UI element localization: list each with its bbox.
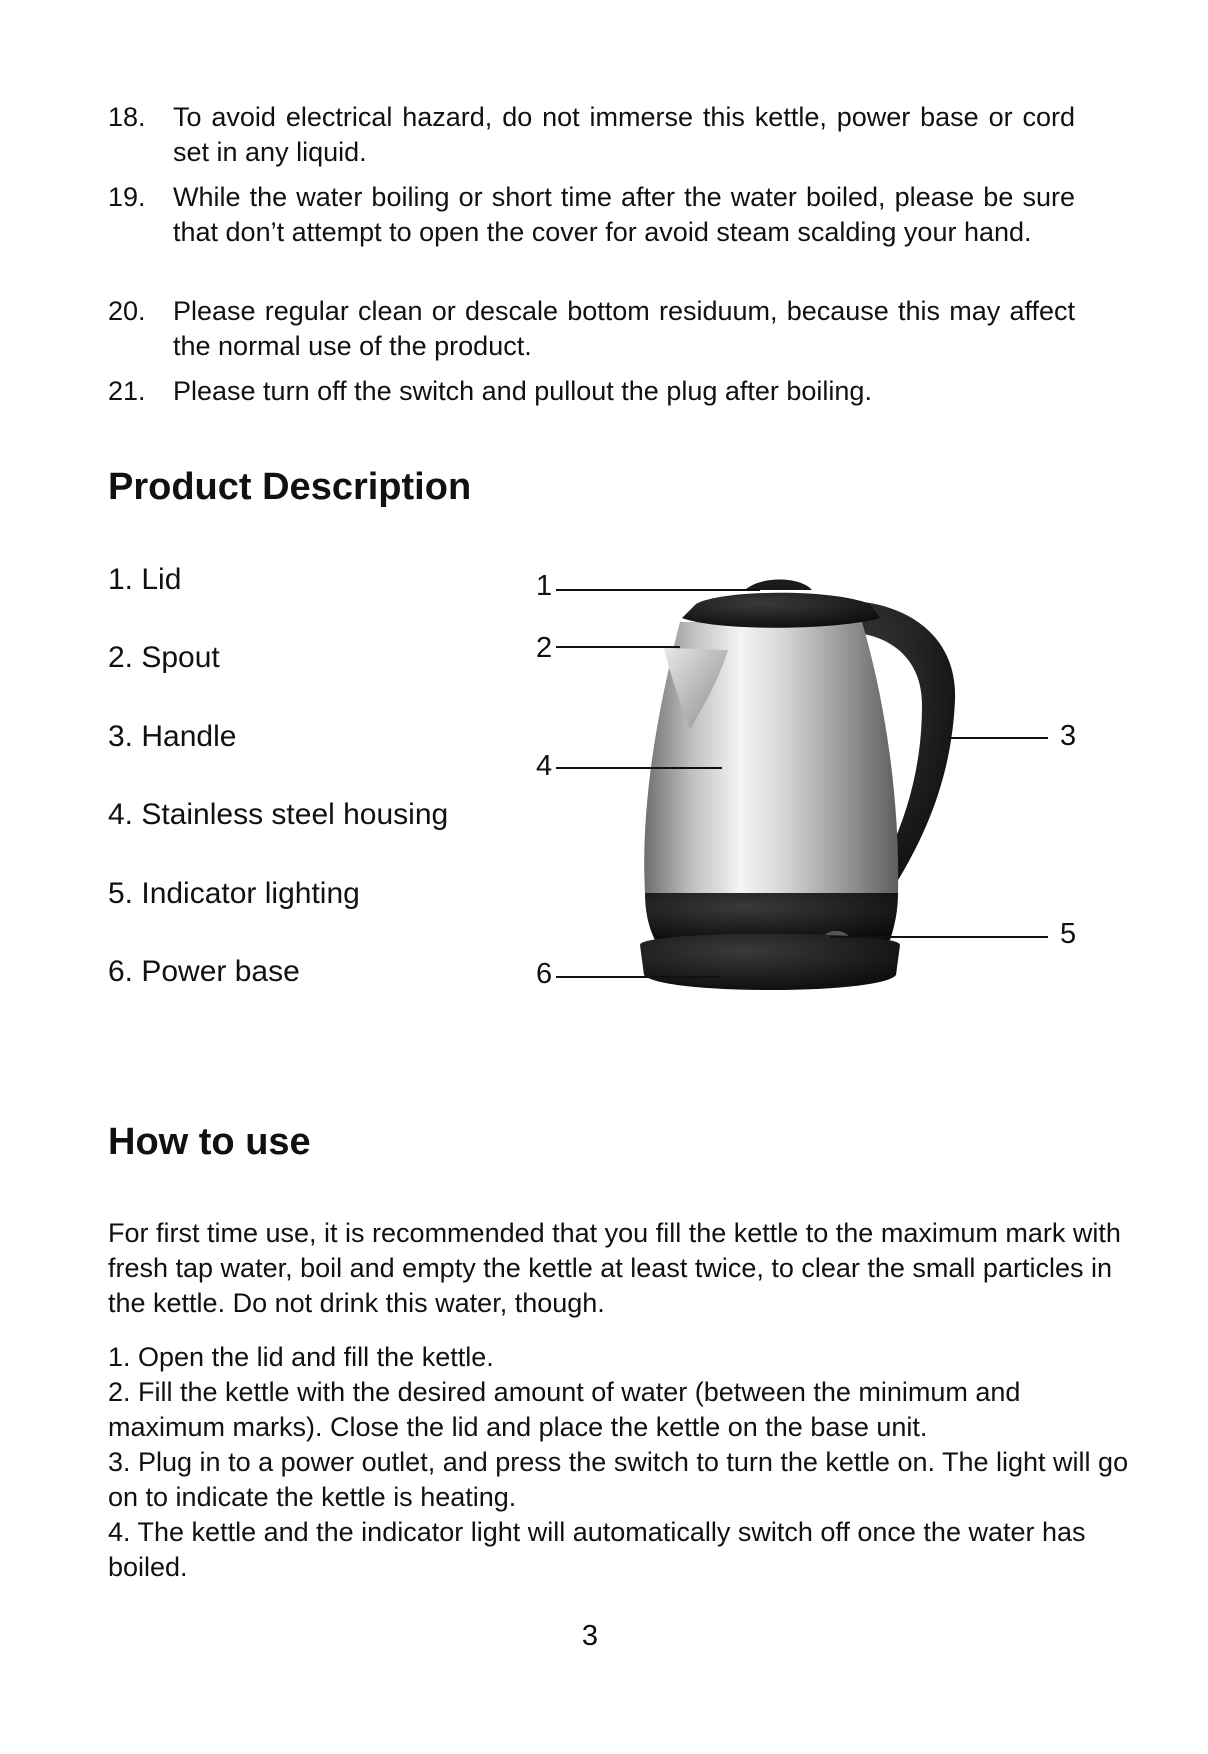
base-band-shape	[645, 893, 898, 940]
item-number: 19.	[108, 182, 146, 212]
item-text: While the water boiling or short time after the water boiled, please be sure that don’t attempt to open the cover for avoid steam scalding your hand.	[173, 182, 1075, 247]
item-text: To avoid electrical hazard, do not immerse this kettle, power base or cord set in any liquid.	[173, 102, 1075, 167]
part-indicator: 5. Indicator lighting	[108, 877, 360, 910]
part-spout: 2. Spout	[108, 641, 220, 674]
lid-shape	[682, 593, 880, 628]
callout-4: 4	[536, 750, 553, 782]
callout-5: 5	[1060, 918, 1077, 950]
item-text: Please regular clean or descale bottom residuum, because this may affect the normal use of the product.	[173, 296, 1075, 361]
item-number: 20.	[108, 296, 146, 326]
callout-1: 1	[536, 570, 553, 602]
step-1: 1. Open the lid and fill the kettle.	[108, 1342, 494, 1372]
part-housing: 4. Stainless steel housing	[108, 798, 449, 831]
part-power-base: 6. Power base	[108, 955, 300, 988]
callout-3: 3	[1060, 720, 1077, 752]
part-handle: 3. Handle	[108, 720, 237, 753]
item-text: Please turn off the switch and pullout the plug after boiling.	[173, 376, 872, 406]
part-lid: 1. Lid	[108, 563, 182, 596]
how-to-use-heading: How to use	[108, 1121, 311, 1163]
how-to-use-intro: For first time use, it is recommended that you fill the kettle to the maximum mark with fresh tap water, boil and empty the kettle at least twice, to clear the small particles in the kettle. Do not drink this water, though.	[108, 1218, 1121, 1318]
item-number: 21.	[108, 376, 146, 406]
power-base-shape	[640, 934, 900, 990]
step-3: 3. Plug in to a power outlet, and press the switch to turn the kettle on. The light will go on to indicate the kettle is heating.	[108, 1447, 1129, 1512]
step-4: 4. The kettle and the indicator light will automatically switch off once the water has boiled.	[108, 1517, 1086, 1582]
item-number: 18.	[108, 102, 146, 132]
page-number: 3	[581, 1620, 599, 1652]
callout-6: 6	[536, 958, 553, 990]
callout-2: 2	[536, 632, 553, 664]
step-2: 2. Fill the kettle with the desired amount of water (between the minimum and maximum marks). Close the lid and place the kettle on the base unit.	[108, 1377, 1021, 1442]
product-description-heading: Product Description	[108, 466, 472, 508]
